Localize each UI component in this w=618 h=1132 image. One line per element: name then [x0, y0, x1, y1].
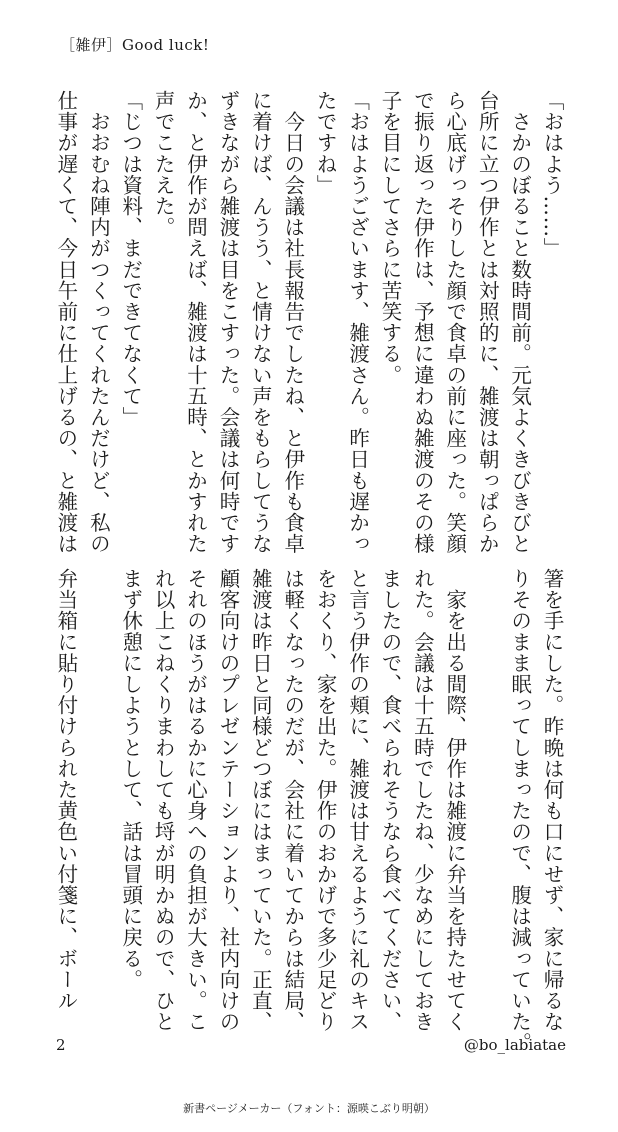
- text-line: か、と伊作が問えば、雑渡は十五時、とかすれた: [183, 90, 208, 555]
- author-handle: @bo_labiatae: [463, 1036, 566, 1054]
- text-line: [82, 568, 114, 1008]
- text-line: 声でこたえた。: [151, 90, 176, 238]
- text-line: れ以上こねくりまわしても埒が明かぬので、ひと: [151, 568, 176, 1033]
- text-line: それのほうがはるかに心身への負担が大きい。こ: [183, 568, 208, 1033]
- footer-credit: 新書ページメーカー（フォント：源暎こぶり明朝）: [183, 1102, 435, 1115]
- text-line: 顧客向けのプレゼンテーションより、社内向けの: [215, 568, 240, 1033]
- text-line: ずきながら雑渡は目をこすった。会議は何時です: [215, 90, 240, 555]
- text-line: 子を目にしてさらに苦笑する。: [377, 90, 402, 386]
- text-line: 仕事が遅くて、今日午前に仕上げるの、と雑渡は: [53, 90, 78, 555]
- text-line: 「じつは資料、まだできてなくて」: [118, 90, 143, 428]
- text-line: 箸を手にした。昨晩は何も口にせず、家に帰るな: [540, 568, 564, 1033]
- text-line: ら心底げっそりした顔で食卓の前に座った。笑顔: [442, 90, 467, 555]
- text-line: で振り返った伊作は、予想に違わぬ雑渡のその様: [410, 90, 435, 555]
- text-line: をおくり、家を出た。伊作のおかげで多少足どり: [313, 568, 338, 1033]
- text-line: 今日の会議は社長報告でしたね、と伊作も食卓: [280, 90, 305, 555]
- text-line: ましたので、食べられそうなら食べてください、: [377, 568, 402, 1033]
- page-header-title: ［雑伊］Good luck!: [60, 36, 210, 54]
- text-line: さかのぼること数時間前。元気よくきびきびと: [507, 90, 532, 555]
- upper-text-block: [53, 90, 568, 555]
- text-line: れた。会議は十五時でしたね、少なめにしておき: [410, 568, 435, 1033]
- page-number: 2: [56, 1036, 66, 1054]
- text-line: 雑渡は昨日と同様どつぼにはまっていた。正直、: [248, 568, 273, 1033]
- text-line: [471, 568, 503, 1008]
- text-line: 弁当箱に貼り付けられた黄色い付箋に、ボール: [53, 568, 78, 1012]
- text-line: に着けば、んうう、と情けない声をもらしてうな: [248, 90, 273, 555]
- text-line: 家を出る間際、伊作は雑渡に弁当を持たせてく: [442, 568, 467, 1033]
- text-line: と言う伊作の頬に、雑渡は甘えるように礼のキス: [345, 568, 370, 1033]
- text-line: 「おはようございます、雑渡さん。昨日も遅かっ: [345, 90, 370, 555]
- text-line: まず休憩にしようとして、話は冒頭に戻る。: [118, 568, 143, 990]
- text-line: おおむね陣内がつくってくれたんだけど、私の: [86, 90, 111, 555]
- text-line: 台所に立つ伊作とは対照的に、雑渡は朝っぱらか: [475, 90, 500, 555]
- text-line: りそのまま眠ってしまったので、腹は減っていた。: [507, 568, 532, 1054]
- text-line: 「おはよう……」: [540, 90, 564, 259]
- text-line: は軽くなったのだが、会社に着いてからは結局、: [280, 568, 305, 1033]
- text-line: たですね」: [313, 90, 338, 196]
